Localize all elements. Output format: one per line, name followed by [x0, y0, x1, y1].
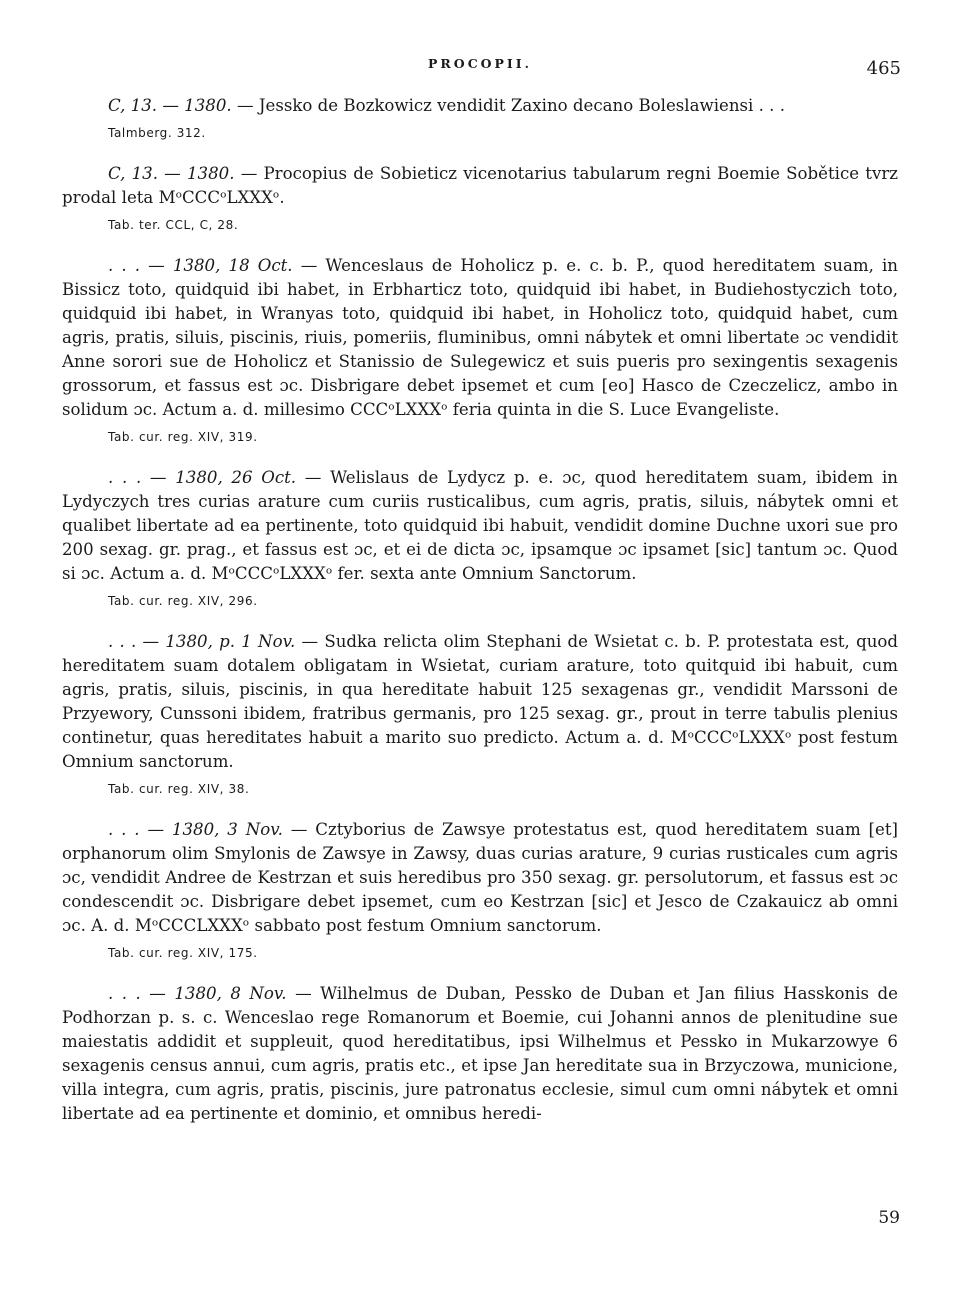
- entry-date: C, 13. — 1380.: [108, 164, 235, 183]
- entry-2: [62, 162, 898, 233]
- entry-body: — Welislaus de Lydycz p. e. ɔc, quod hereditatem suam, ibidem in Lydyczych tres curias arature cum curiis rusticalibus, cum agris, pratis, siluis, nábytek omni et qualibet libertate ad ea pertinente, toto quidquid ibi habuit, vendidit domine Duchne uxori sue pro 200 sexag. gr. prag., et fassus est ɔc, et ei de dicta ɔc, ipsamque ɔc ipsamet [sic] tantum ɔc. Quod si ɔc. Actum a. d. MᵒCCCᵒLXXXᵒ fer. sexta ante Omnium Sanctorum.: [62, 468, 898, 583]
- entry-date: . . . — 1380, p. 1 Nov.: [108, 632, 296, 651]
- signature-mark: 59: [878, 1208, 900, 1228]
- entry-body: — Wenceslaus de Hoholicz p. e. c. b. P., quod hereditatem suam, in Bissicz toto, quidquid ibi habet, in Erbharticz toto, quidquid ibi habet, in Budiehostyczich toto, quidquid ibi habet, in Wranyas toto, quidquid ibi habet, in Hoholicz toto, quidquid habet, cum agris, pratis, siluis, piscinis, riuis, pomeriis, fluminibus, omni nábytek et omni libertate ɔc vendidit Anne sorori sue de Hoholicz et Stanissio de Sulegewicz et suis pueris pro sexingentis sexagenis grossorum, et fassus est ɔc. Disbrigare debet ipsemet et cum [eo] Hasco de Czeczelicz, ambo in solidum ɔc. Actum a. d. millesimo CCCᵒLXXXᵒ feria quinta in die S. Luce Evangeliste.: [62, 256, 898, 419]
- entry-6: [62, 818, 898, 961]
- entry-body: — Wilhelmus de Duban, Pessko de Duban et Jan filius Hasskonis de Podhorzan p. s. c. Wenceslao rege Romanorum et Boemie, cui Johanni annos de plenitudine sue maiestatis addidit et suppleuit, quod hereditatibus, ipsi Wilhelmus et Pessko in Mukarzowye 6 sexagenis census annui, cum agris, pratis etc., et ipse Jan hereditate sua in Brzyczowa, municione, villa integra, cum agris, pratis, piscinis, jure patronatus ecclesie, simul cum omni nábytek et omni libertate ad ea pertinente et dominio, et omnibus heredi-: [62, 984, 898, 1123]
- entry-text: [62, 982, 898, 1126]
- entry-source: Tab. cur. reg. XIV, 296.: [108, 594, 258, 608]
- entry-body: — Jessko de Bozkowicz vendidit Zaxino decano Boleslawiensi . . .: [231, 96, 786, 115]
- entry-4: [62, 466, 898, 609]
- entry-1: [62, 94, 898, 141]
- entry-5: [62, 630, 898, 797]
- entry-text: [62, 466, 898, 586]
- entry-body: — Cztyborius de Zawsye protestatus est, quod hereditatem suam [et] orphanorum olim Smylonis de Zawsye in Zawsy, duas curias arature, 9 curias rusticales cum agris ɔc, vendidit Andree de Kestrzan et suis heredibus pro 350 sexag. gr. persolutorum, et fassus est ɔc condescendit ɔc. Disbrigare debet ipsemet, cum eo Kestrzan [sic] et Jesco de Czakauicz ab omni ɔc. A. d. MᵒCCCLXXXᵒ sabbato post festum Omnium sanctorum.: [62, 820, 898, 935]
- document-page: [62, 56, 901, 1126]
- running-head: PROCOPII.: [428, 56, 532, 71]
- entry-source: Tab. cur. reg. XIV, 319.: [108, 430, 258, 444]
- entry-7: [62, 982, 898, 1126]
- entry-source: Tab. cur. reg. XIV, 38.: [108, 782, 250, 796]
- entry-date: . . . — 1380, 3 Nov.: [108, 820, 283, 839]
- entry-3: [62, 254, 898, 445]
- entry-source: Talmberg. 312.: [108, 126, 206, 140]
- entry-date: . . . — 1380, 18 Oct.: [108, 256, 293, 275]
- entry-source: Tab. ter. CCL, C, 28.: [108, 218, 239, 232]
- entry-text: [62, 94, 898, 118]
- entry-source: Tab. cur. reg. XIV, 175.: [108, 946, 258, 960]
- entry-text: [62, 630, 898, 774]
- entry-body: — Sudka relicta olim Stephani de Wsietat c. b. P. protestata est, quod hereditatem suam dotalem obligatam in Wsietat, curiam arature, toto quitquid ibi habuit, cum agris, pratis, siluis, piscinis, in qua hereditate habuit 125 sexagenas gr., vendidit Marssoni de Przyewory, Cunssoni ibidem, fratribus germanis, pro 125 sexag. gr., prout in terre tabulis plenius continetur, quas hereditates habuit a marito suo predicto. Actum a. d. MᵒCCCᵒLXXXᵒ post festum Omnium sanctorum.: [62, 632, 898, 771]
- entry-date: C, 13. — 1380.: [108, 96, 232, 115]
- page-number: 465: [866, 58, 901, 79]
- entry-text: [62, 162, 898, 210]
- entry-date: . . . — 1380, 8 Nov.: [108, 984, 287, 1003]
- page-header: [62, 56, 901, 94]
- entry-body: — Procopius de Sobieticz vicenotarius tabularum regni Boemie Sobětice tvrz prodal leta MᵒCCCᵒLXXXᵒ.: [62, 164, 898, 207]
- entry-text: [62, 254, 898, 422]
- entry-date: . . . — 1380, 26 Oct.: [108, 468, 297, 487]
- entry-text: [62, 818, 898, 938]
